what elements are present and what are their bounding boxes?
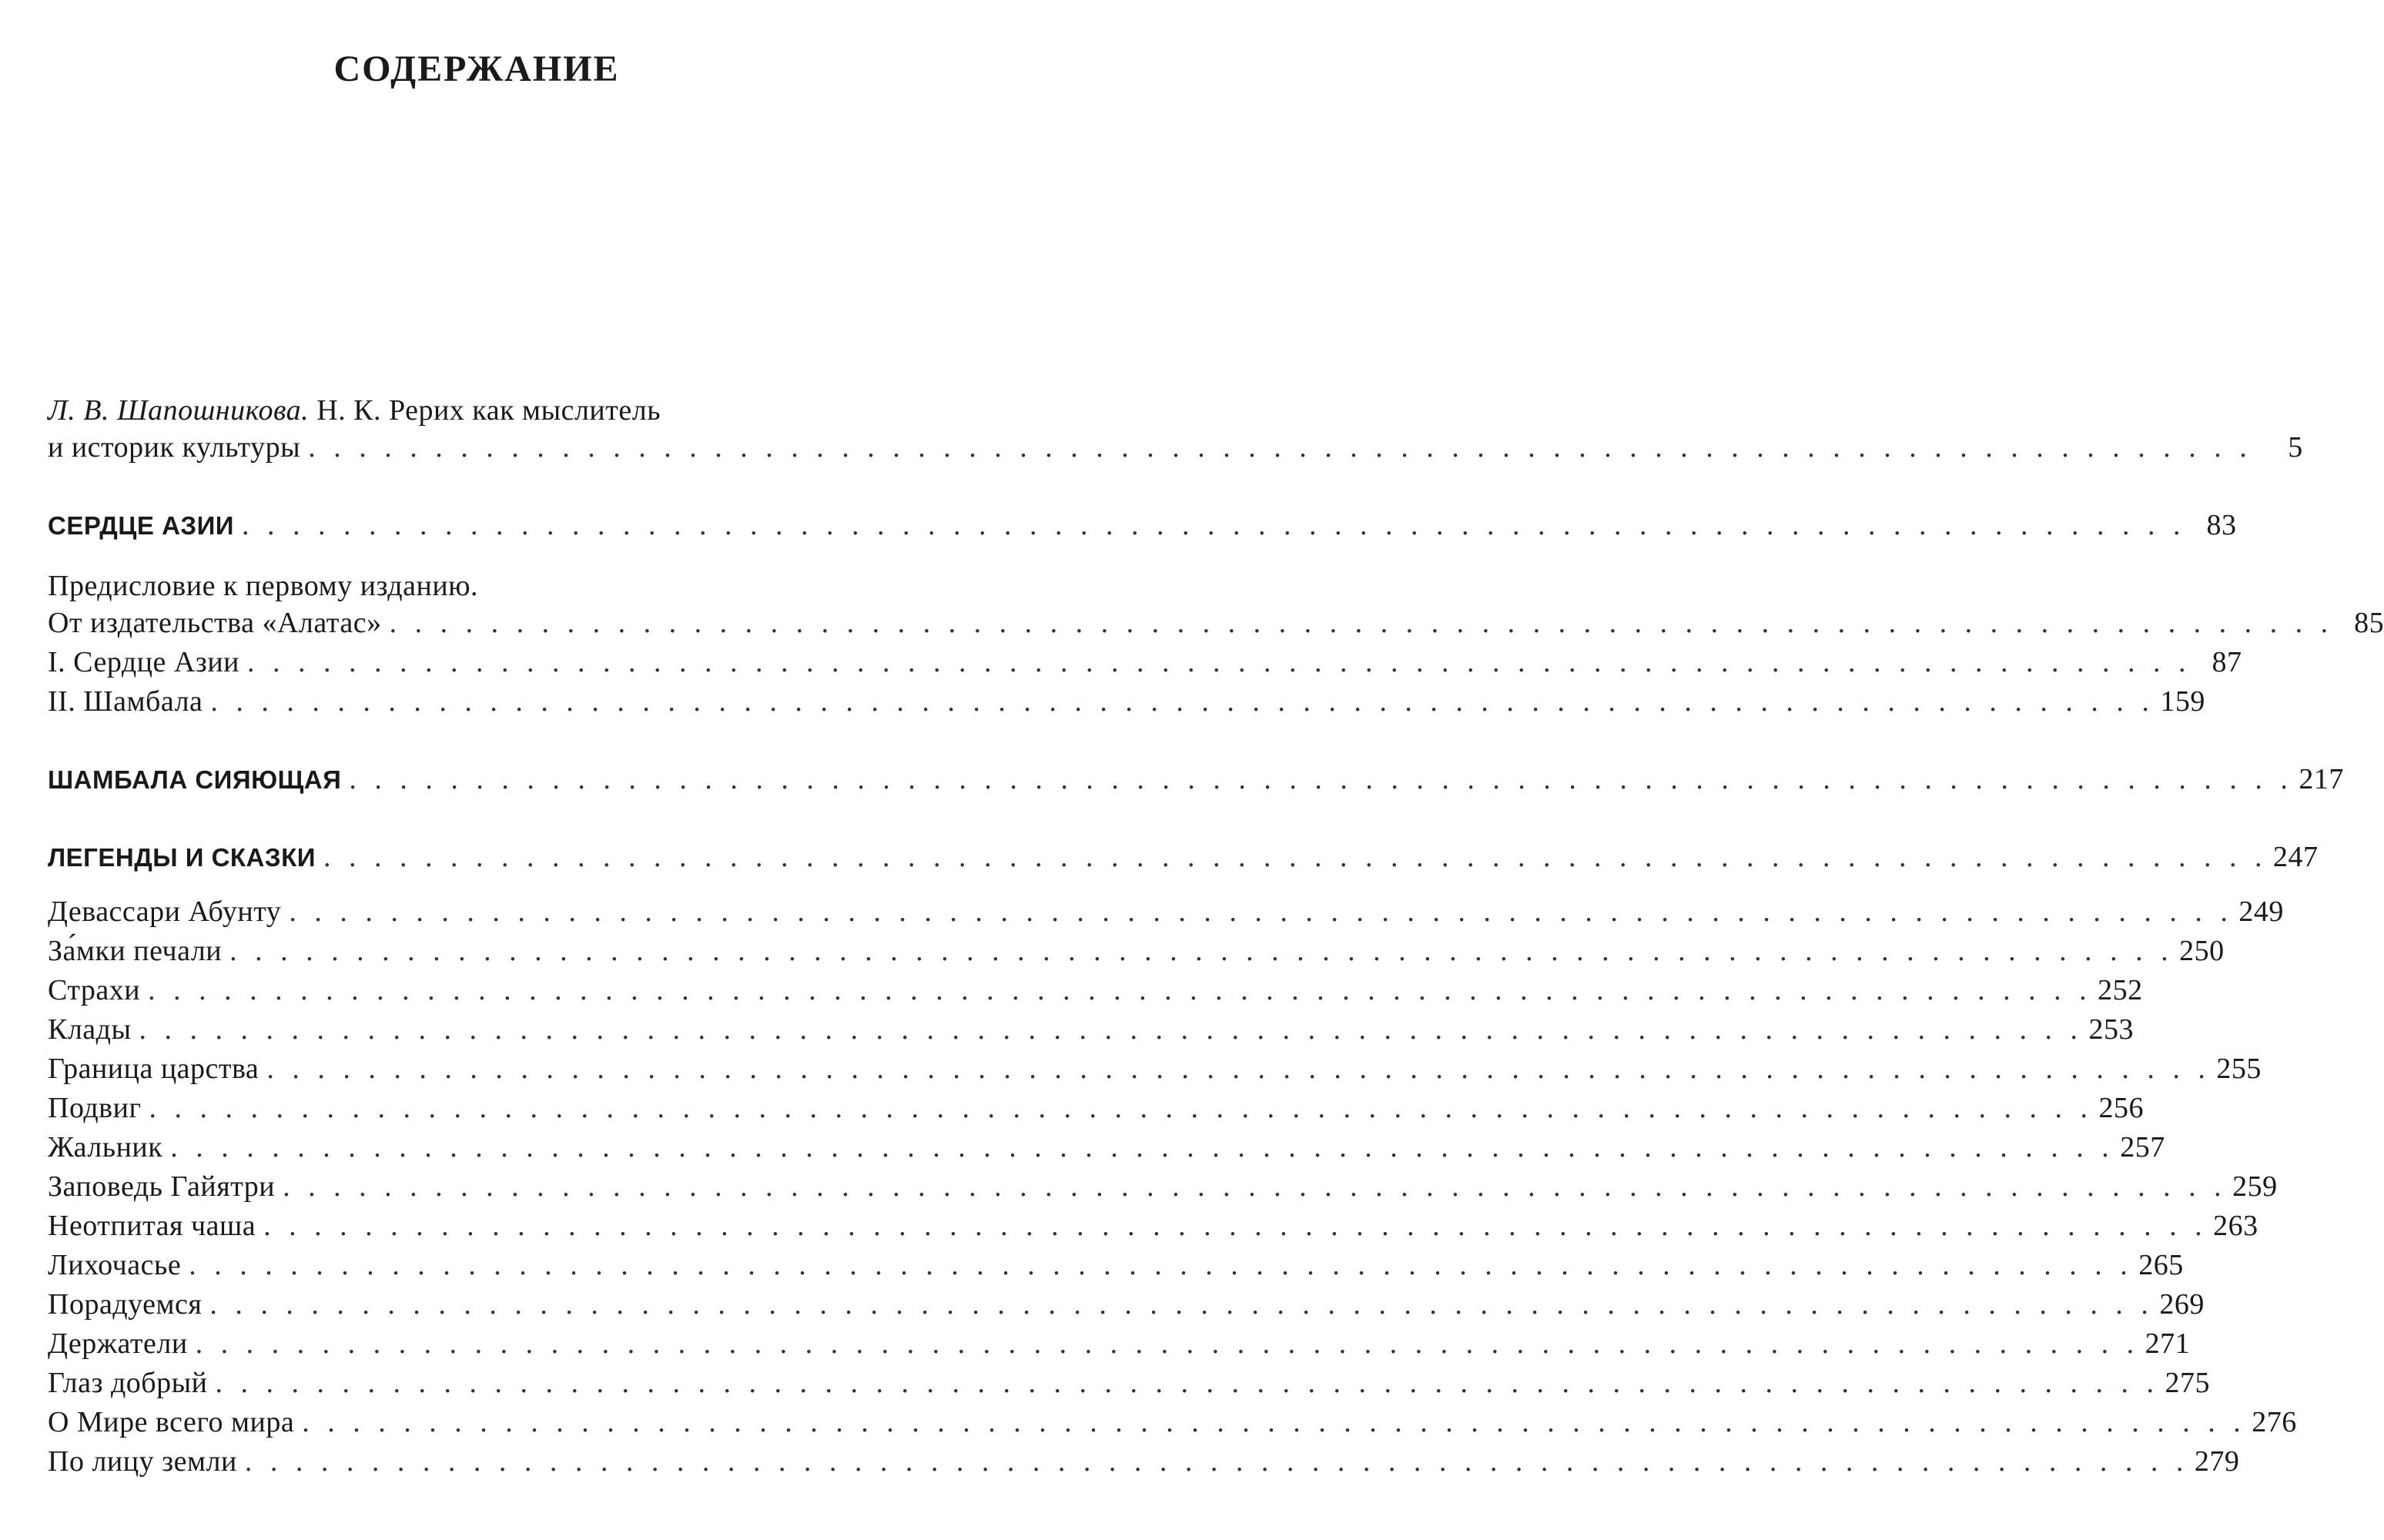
dot-leader: . . . . . . . . . . . . . . . . . . . . . . . . . . . . . . . . . . . . . . . . . . . . . . . . . . . . . . . . . . . . . . . . . . . . . . . . . . . . . xyxy=(289,896,2233,928)
page-title: СОДЕРЖАНИЕ xyxy=(333,49,620,89)
section-title: ШАМБАЛА СИЯЮЩАЯ xyxy=(48,765,342,794)
toc-section-heading[interactable] xyxy=(48,760,2344,799)
toc-entry-label: Порадуемся xyxy=(48,1288,203,1321)
dot-leader: . . . . . . . . . . . . . . . . . . . . . . . . . . . . . . . . . . . . . . . . . . . . . . . . . . . . . . . . . . . . . . . . . . . . . . . . . . . . . xyxy=(149,1092,2094,1124)
toc-page-number: 159 xyxy=(2160,685,2205,718)
dot-leader: . . . . . . . . . . . . . . . . . . . . . . . . . . . . . . . . . . . . . . . . . . . . . . . . . . . . . . . . . . . . . . . . . . . . . . . . . . . . . xyxy=(349,763,2293,795)
toc-page-number: 257 xyxy=(2120,1131,2165,1163)
toc-page-number: 279 xyxy=(2194,1445,2240,1478)
toc-page-number: 217 xyxy=(2299,763,2344,795)
toc-section-heading[interactable] xyxy=(48,506,2237,545)
toc-entry-label: О Мире всего мира xyxy=(48,1406,295,1438)
toc-page-number: 247 xyxy=(2272,841,2319,873)
toc-page-number: 87 xyxy=(2212,646,2242,678)
toc-entry-preface-line1: Предисловие к первому изданию. xyxy=(48,570,479,602)
toc-entry-intro-line1 xyxy=(48,393,890,428)
toc-entry[interactable] xyxy=(48,1442,2240,1481)
dot-leader: . . . . . . . . . . . . . . . . . . . . . . . . . . . . . . . . . . . . . . . . . . . . . . . . . . . . . . . . . . . . . . . . . . . . . . . . . . . . . xyxy=(244,1445,2189,1478)
toc-page-number: 259 xyxy=(2232,1170,2278,1203)
dot-leader: . . . . . . . . . . . . . . . . . . . . . . . . . . . . . . . . . . . . . . . . . . . . . . . . . . . . . . . . . . . . . . . . . . . . . . . . . . . . . xyxy=(229,935,2174,967)
toc-entry-label: и историк культуры xyxy=(48,431,301,464)
toc-entry[interactable] xyxy=(48,1167,2278,1207)
toc-entry[interactable] xyxy=(48,1010,2135,1050)
toc-page-number: 263 xyxy=(2213,1210,2258,1242)
toc-page-number: 255 xyxy=(2216,1053,2262,1085)
dot-leader: . . . . . . . . . . . . . . . . . . . . . . . . . . . . . . . . . . . . . . . . . . . . . . . . . . . . . . . . . . . . . . . . . . . . . . . . . . . . . xyxy=(170,1131,2114,1163)
dot-leader: . . . . . . . . . . . . . . . . . . . . . . . . . . . . . . . . . . . . . . . . . . . . . . . . . . . . . . . . . . . . . . . . . . . . . . . . . . . . . xyxy=(283,1170,2227,1203)
dot-leader: . . . . . . . . . . . . . . . . . . . . . . . . . . . . . . . . . . . . . . . . . . . . . . . . . . . . . . . . . . . . . . . . . . . . . . . . . . . . . xyxy=(308,431,2252,464)
dot-leader: . . . . . . . . . . . . . . . . . . . . . . . . . . . . . . . . . . . . . . . . . . . . . . . . . . . . . . . . . . . . . . . . . . . . . . . . . . . . . xyxy=(247,646,2191,678)
toc-entry-label: Заповедь Гайятри xyxy=(48,1170,276,1203)
toc-entry-label: Неотпитая чаша xyxy=(48,1210,256,1242)
toc-entry[interactable] xyxy=(48,643,2242,682)
table-of-contents xyxy=(48,393,2384,1481)
toc-entry[interactable] xyxy=(48,1050,2262,1089)
toc-entry-label: Держатели xyxy=(48,1327,188,1360)
toc-page-number: 276 xyxy=(2252,1406,2297,1438)
toc-entry-label: Лихочасье xyxy=(48,1249,182,1281)
dot-leader: . . . . . . . . . . . . . . . . . . . . . . . . . . . . . . . . . . . . . . . . . . . . . . . . . . . . . . . . . . . . . . . . . . . . . . . . . . . . . xyxy=(302,1406,2246,1438)
dot-leader: . . . . . . . . . . . . . . . . . . . . . . . . . . . . . . . . . . . . . . . . . . . . . . . . . . . . . . . . . . . . . . . . . . . . . . . . . . . . . xyxy=(215,1367,2159,1399)
toc-entry[interactable] xyxy=(48,1403,2297,1442)
toc-entry-label: Глаз добрый xyxy=(48,1367,208,1399)
toc-entry-intro-title: Н. К. Рерих как мыслитель xyxy=(309,394,661,427)
dot-leader: . . . . . . . . . . . . . . . . . . . . . . . . . . . . . . . . . . . . . . . . . . . . . . . . . . . . . . . . . . . . . . . . . . . . . . . . . . . . . xyxy=(266,1053,2211,1085)
dot-leader: . . . . . . . . . . . . . . . . . . . . . . . . . . . . . . . . . . . . . . . . . . . . . . . . . . . . . . . . . . . . . . . . . . . . . . . . . . . . . xyxy=(389,607,2334,639)
toc-entry-label: Граница царства xyxy=(48,1053,259,1085)
dot-leader: . . . . . . . . . . . . . . . . . . . . . . . . . . . . . . . . . . . . . . . . . . . . . . . . . . . . . . . . . . . . . . . . . . . . . . . . . . . . . xyxy=(195,1327,2140,1360)
toc-page-number: 271 xyxy=(2145,1327,2191,1360)
toc-entry[interactable] xyxy=(48,1364,2210,1403)
toc-entry-label: II. Шамбала xyxy=(48,685,203,718)
toc-page-number: 83 xyxy=(2206,509,2237,541)
toc-entry-label: За́мки печали xyxy=(48,935,223,967)
toc-page-number: 85 xyxy=(2354,607,2384,639)
toc-page-number: 256 xyxy=(2098,1092,2145,1124)
toc-entry-label: Подвиг xyxy=(48,1092,142,1124)
toc-page-number: 265 xyxy=(2138,1249,2184,1281)
dot-leader: . . . . . . . . . . . . . . . . . . . . . . . . . . . . . . . . . . . . . . . . . . . . . . . . . . . . . . . . . . . . . . . . . . . . . . . . . . . . . xyxy=(242,509,2186,541)
toc-entry-intro[interactable] xyxy=(48,428,2303,467)
toc-entry-label: От издательства «Алатас» xyxy=(48,607,382,639)
toc-page-number: 252 xyxy=(2098,974,2143,1006)
toc-entry-label: По лицу земли xyxy=(48,1445,237,1478)
toc-page-number: 269 xyxy=(2159,1288,2205,1321)
dot-leader: . . . . . . . . . . . . . . . . . . . . . . . . . . . . . . . . . . . . . . . . . . . . . . . . . . . . . . . . . . . . . . . . . . . . . . . . . . . . . xyxy=(323,841,2268,873)
toc-entry[interactable] xyxy=(48,892,2284,932)
dot-leader: . . . . . . . . . . . . . . . . . . . . . . . . . . . . . . . . . . . . . . . . . . . . . . . . . . . . . . . . . . . . . . . . . . . . . . . . . . . . . xyxy=(139,1013,2084,1046)
toc-entry-label: Жальник xyxy=(48,1131,163,1163)
dot-leader: . . . . . . . . . . . . . . . . . . . . . . . . . . . . . . . . . . . . . . . . . . . . . . . . . . . . . . . . . . . . . . . . . . . . . . . . . . . . . xyxy=(189,1249,2133,1281)
toc-entry-author: Л. В. Шапошникова. xyxy=(48,394,310,427)
toc-entry[interactable] xyxy=(48,1285,2205,1324)
toc-page-number: 250 xyxy=(2179,935,2225,967)
dot-leader: . . . . . . . . . . . . . . . . . . . . . . . . . . . . . . . . . . . . . . . . . . . . . . . . . . . . . . . . . . . . . . . . . . . . . . . . . . . . . xyxy=(210,685,2155,718)
toc-entry[interactable] xyxy=(48,604,2384,643)
toc-entry[interactable] xyxy=(48,1324,2191,1364)
toc-page-number: 5 xyxy=(2288,431,2303,464)
toc-entry-label: Клады xyxy=(48,1013,132,1046)
toc-entry[interactable] xyxy=(48,1128,2165,1167)
toc-entry[interactable] xyxy=(48,1089,2145,1128)
dot-leader: . . . . . . . . . . . . . . . . . . . . . . . . . . . . . . . . . . . . . . . . . . . . . . . . . . . . . . . . . . . . . . . . . . . . . . . . . . . . . xyxy=(209,1288,2154,1321)
section-title: СЕРДЦЕ АЗИИ xyxy=(48,511,235,540)
dot-leader: . . . . . . . . . . . . . . . . . . . . . . . . . . . . . . . . . . . . . . . . . . . . . . . . . . . . . . . . . . . . . . . . . . . . . . . . . . . . . xyxy=(263,1210,2208,1242)
toc-entry-label: I. Сердце Азии xyxy=(48,646,239,678)
toc-entry-label: Страхи xyxy=(48,974,141,1006)
toc-entry[interactable] xyxy=(48,682,2205,721)
toc-entry[interactable] xyxy=(48,1207,2258,1246)
dot-leader: . . . . . . . . . . . . . . . . . . . . . . . . . . . . . . . . . . . . . . . . . . . . . . . . . . . . . . . . . . . . . . . . . . . . . . . . . . . . . xyxy=(148,974,2092,1006)
toc-entry[interactable] xyxy=(48,971,2143,1010)
toc-entry-list xyxy=(48,892,2297,1481)
toc-entry[interactable] xyxy=(48,932,2225,971)
toc-page-number: 253 xyxy=(2088,1013,2135,1046)
section-title: ЛЕГЕНДЫ И СКАЗКИ xyxy=(48,843,316,872)
toc-entry-label: Девассари Абунту xyxy=(48,896,282,928)
toc-page-number: 249 xyxy=(2238,896,2284,928)
toc-section-heading[interactable] xyxy=(48,838,2319,877)
toc-entry[interactable] xyxy=(48,1246,2184,1285)
toc-page-number: 275 xyxy=(2165,1367,2210,1399)
